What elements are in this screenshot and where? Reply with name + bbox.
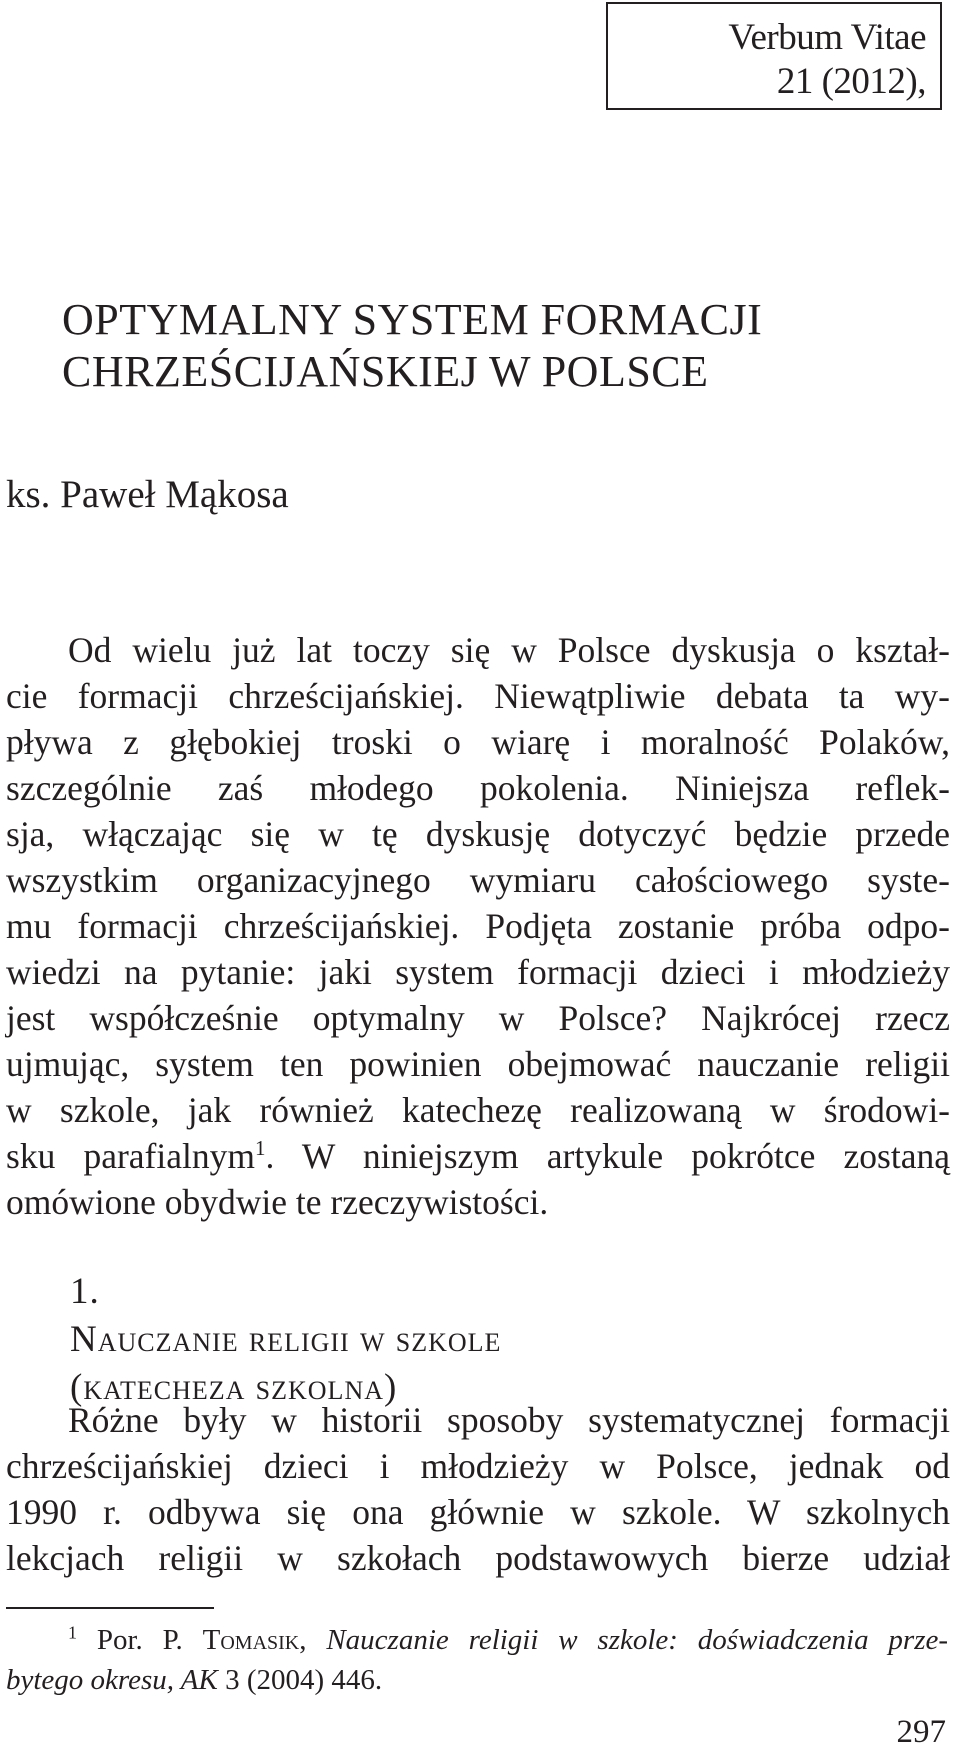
text-line: omówione obydwie te rzeczywistości. bbox=[6, 1182, 549, 1222]
journal-issue: 21 (2012), bbox=[776, 61, 926, 102]
text-line: Od wielu już lat toczy się w Polsce dyskusja o kształ- bbox=[68, 630, 950, 670]
text-line: sja, włączając się w tę dyskusję dotyczyć będzie przede bbox=[6, 814, 950, 854]
intro-paragraph bbox=[6, 627, 950, 1225]
article-title bbox=[62, 294, 942, 398]
title-line-1: OPTYMALNY SYSTEM FORMACJI bbox=[62, 295, 763, 344]
footnote-prefix: Por. P. bbox=[96, 1624, 203, 1656]
footnote-line-2 bbox=[6, 1660, 948, 1700]
title-line-2: CHRZEŚCIJAŃSKIEJ W POLSCE bbox=[62, 347, 709, 396]
footnote bbox=[6, 1620, 948, 1700]
journal-name: Verbum Vitae bbox=[728, 17, 926, 58]
text-line: wszystkim organizacyjnego wymiaru całościowego syste- bbox=[6, 860, 950, 900]
footnote-separator-text: , bbox=[299, 1624, 327, 1656]
section-number: 1. bbox=[70, 1271, 100, 1312]
text-line: 1990 r. odbywa się ona głównie w szkole. W szkolnych bbox=[6, 1492, 950, 1532]
text-line: cie formacji chrześcijańskiej. Niewątpliwie debata ta wy- bbox=[6, 676, 950, 716]
text-line: wiedzi na pytanie: jaki system formacji dzieci i młodzieży bbox=[6, 952, 950, 992]
section-heading bbox=[70, 1268, 501, 1412]
section-heading-line-2: (katecheza szkolna) bbox=[70, 1367, 398, 1408]
text-line: szczególnie zaś młodego pokolenia. Niniejsza reflek- bbox=[6, 768, 950, 808]
footnote-title-cont: bytego okresu, AK bbox=[6, 1664, 218, 1696]
footnote-source: 3 (2004) 446. bbox=[217, 1664, 383, 1696]
text-fragment: . W niniejszym artykule pokrótce zostaną bbox=[265, 1136, 950, 1176]
text-line: chrześcijańskiej dzieci i młodzieży w Polsce, jednak od bbox=[6, 1446, 950, 1486]
page-number: 297 bbox=[896, 1714, 946, 1750]
text-line: Różne były w historii sposoby systematycznej formacji bbox=[68, 1400, 950, 1440]
footnote-separator bbox=[6, 1607, 214, 1609]
section-paragraph bbox=[6, 1397, 950, 1581]
journal-citation-box bbox=[606, 2, 942, 110]
footnote-number: 1 bbox=[68, 1622, 77, 1643]
text-fragment: sku parafialnym bbox=[6, 1136, 255, 1176]
footnote-author: Tomasik bbox=[202, 1624, 300, 1656]
footnote-line-1 bbox=[6, 1620, 948, 1660]
text-line: jest współcześnie optymalny w Polsce? Najkrócej rzecz bbox=[6, 998, 950, 1038]
text-line: lekcjach religii w szkołach podstawowych bierze udział bbox=[6, 1538, 950, 1578]
footnote-reference[interactable]: 1 bbox=[254, 1136, 266, 1161]
text-line: w szkole, jak również katechezę realizowaną w środowi- bbox=[6, 1090, 950, 1130]
text-line-with-footnote-ref bbox=[6, 1133, 950, 1179]
text-line: ujmując, system ten powinien obejmować nauczanie religii bbox=[6, 1044, 950, 1084]
text-line: mu formacji chrześcijańskiej. Podjęta zostanie próba odpo- bbox=[6, 906, 950, 946]
text-line: pływa z głębokiej troski o wiarę i moralność Polaków, bbox=[6, 722, 950, 762]
footnote-title: Nauczanie religii w szkole: doświadczenia prze- bbox=[326, 1624, 949, 1656]
author-name: ks. Paweł Mąkosa bbox=[6, 473, 289, 516]
section-title: Nauczanie religii w szkole bbox=[70, 1319, 502, 1360]
section-heading-line-1 bbox=[70, 1268, 501, 1364]
